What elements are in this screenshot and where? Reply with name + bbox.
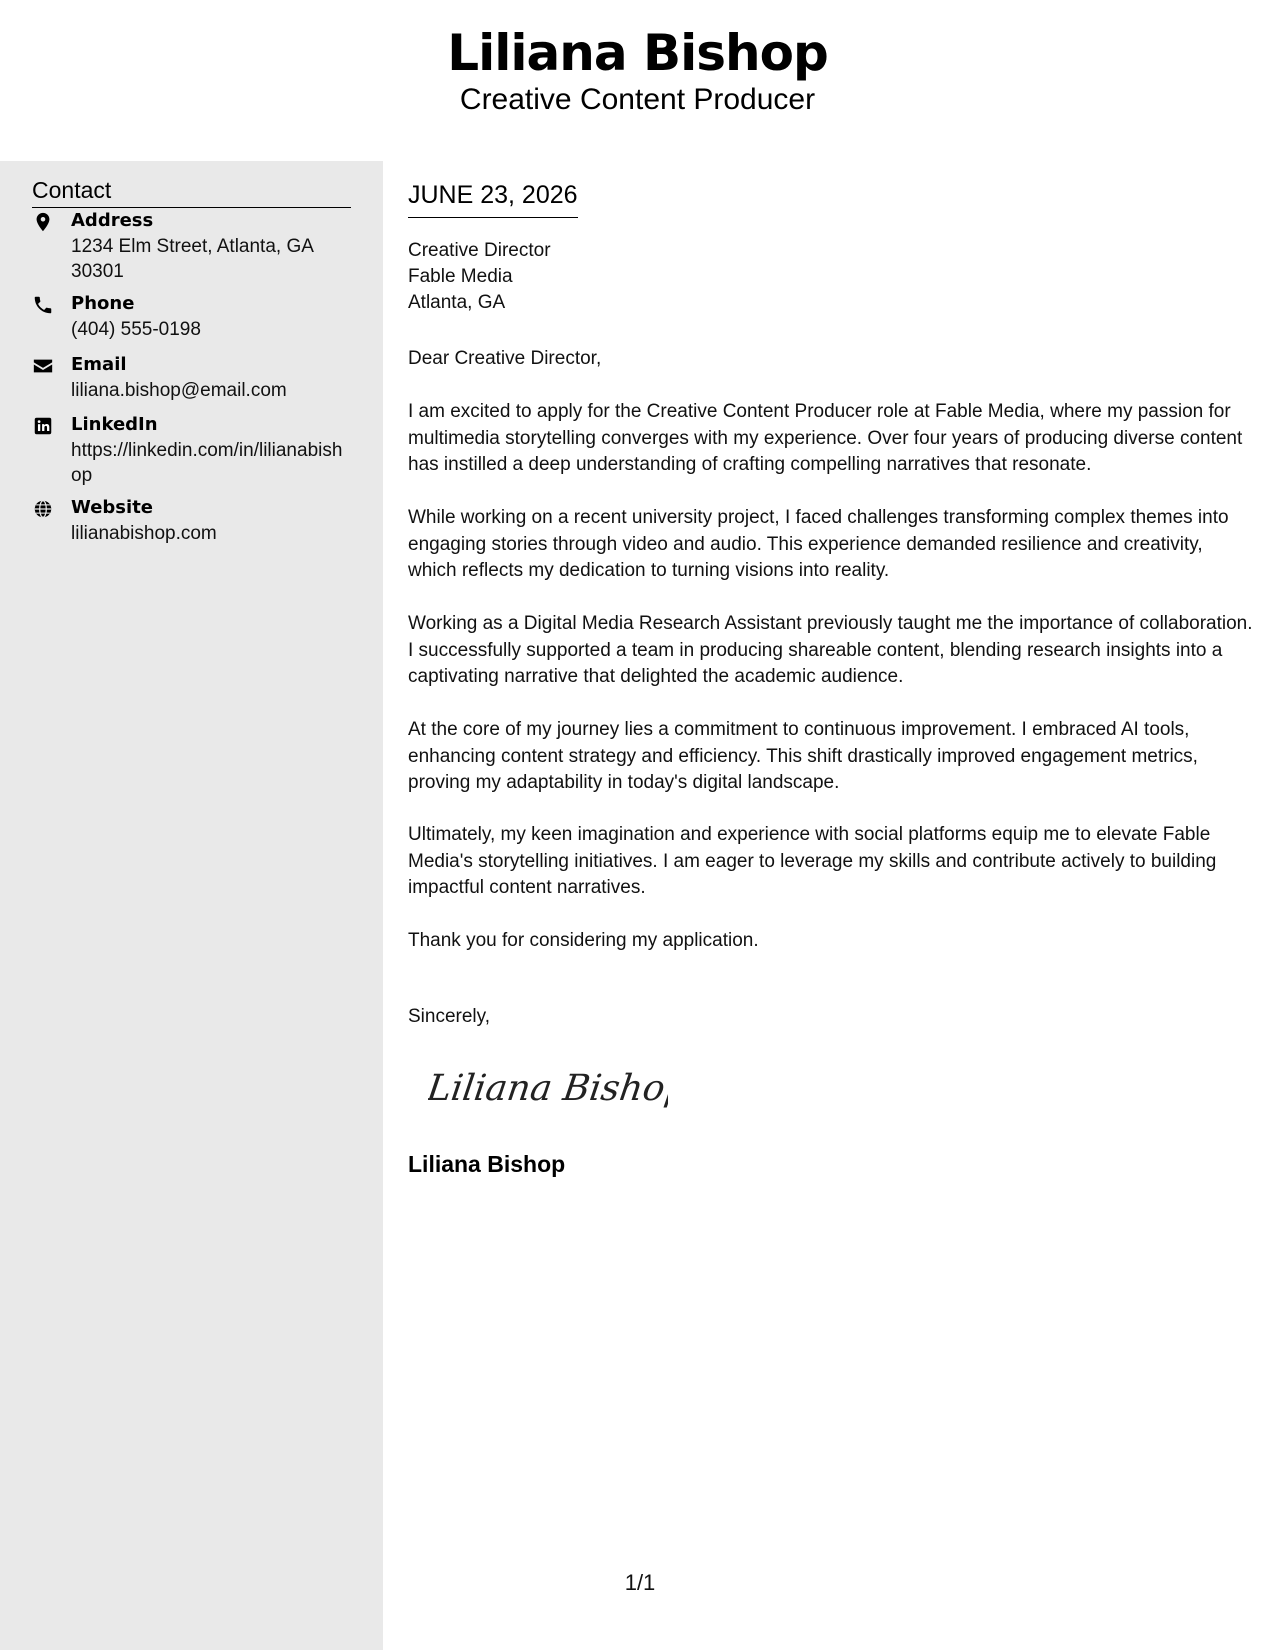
closing: Sincerely, <box>408 1006 491 1027</box>
applicant-job-title: Creative Content Producer <box>459 83 816 116</box>
phone-value: (404) 555-0198 <box>71 319 201 340</box>
letter-header <box>0 0 1275 160</box>
applicant-name: Liliana Bishop <box>447 24 828 82</box>
body-paragraph: Thank you for considering my application. <box>408 930 759 951</box>
letter-date: JUNE 23, 2026 <box>408 179 578 218</box>
page-number: 1/1 <box>624 1570 656 1595</box>
globe-icon <box>32 498 54 520</box>
recipient-line: Fable Media <box>408 266 513 287</box>
address-value: 1234 Elm Street, Atlanta, GA 30301 <box>71 236 313 282</box>
phone-icon <box>32 294 54 316</box>
signed-name: Liliana Bishop <box>408 1151 566 1177</box>
body-paragraph: At the core of my journey lies a commitment to continuous improvement. I embraced AI tools, enhancing content strategy and efficiency. This shift drastically improved engagement metrics, proving my adaptability in today's digital landscape. <box>408 719 1198 793</box>
body-paragraph: I am excited to apply for the Creative Content Producer role at Fable Media, where my passion for multimedia storytelling converges with my experience. Over four years of producing diverse content has instilled a deep understanding of crafting compelling narratives that resonate. <box>408 401 1243 475</box>
address-label: Address <box>71 210 154 231</box>
email-label: Email <box>71 354 127 375</box>
handwritten-signature <box>428 1056 668 1116</box>
linkedin-label: LinkedIn <box>71 414 158 435</box>
website-value: lilianabishop.com <box>71 523 217 544</box>
phone-label: Phone <box>71 293 135 314</box>
contact-sidebar <box>0 161 383 1650</box>
linkedin-value: https://linkedin.com/in/lilianabishop <box>71 440 343 486</box>
map-pin-icon <box>32 211 54 233</box>
recipient-line: Atlanta, GA <box>408 292 506 313</box>
signature-text: Liliana Bishop <box>428 1066 668 1109</box>
contact-heading: Contact <box>32 175 351 208</box>
website-label: Website <box>71 497 154 518</box>
recipient-block <box>408 238 551 316</box>
body-paragraph: Working as a Digital Media Research Assistant previously taught me the importance of collaboration. I successfully supported a team in producing shareable content, blending research insights into a captivating narrative that delighted the academic audience. <box>408 613 1253 687</box>
body-paragraph: Ultimately, my keen imagination and experience with social platforms equip me to elevate Fable Media's storytelling initiatives. I am eager to leverage my skills and contribute actively to building impactful content narratives. <box>408 824 1217 898</box>
body-paragraph: While working on a recent university project, I faced challenges transforming complex themes into engaging stories through video and audio. This experience demanded resilience and creativity, which reflects my dedication to turning visions into reality. <box>408 507 1229 581</box>
salutation: Dear Creative Director, <box>408 348 602 369</box>
linkedin-icon <box>32 415 54 437</box>
envelope-icon <box>32 355 54 377</box>
recipient-line: Creative Director <box>408 240 551 261</box>
email-value: liliana.bishop@email.com <box>71 380 287 401</box>
